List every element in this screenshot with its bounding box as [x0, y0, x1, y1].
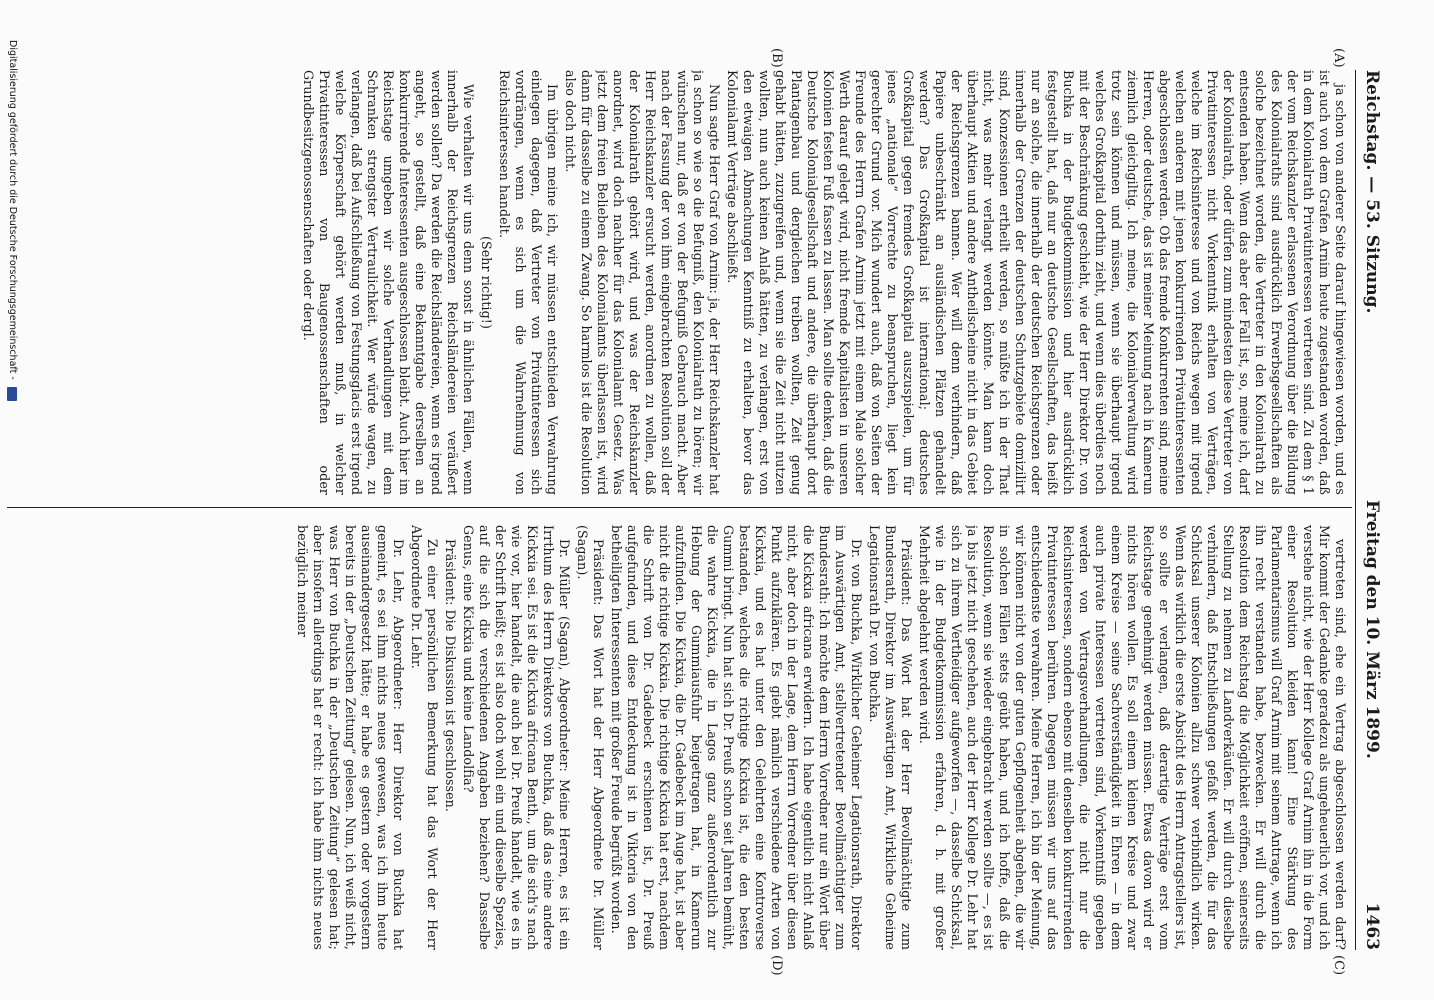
paragraph: Wie verhalten wir uns denn sonst in ähnlichen Fällen, wenn innerhalb der Reichsgrenzen Reichsländereien veräußert werden sollen? Da werden die Reichsländereien, wenn es irgend angeht, so gestellt, daß eine Bekanntgabe derselben an konkurrirende Interessenten ausgeschlossen bleibt. Auch hier im Reichstage umgeben wir solche Verhandlungen mit dem Schranken strengster Vertraulichkeit. Wer würde wagen, zu verlangen, daß bei Aufschließung von Festungsglacis erst irgend welche Körperschaft gehört werden muß, in welcher Privatinteressen von Baugenossenschaften oder Grundbesitzgenossenschaften oder dergl. — [301, 70, 476, 495]
paragraph: Nun sagte Herr Graf von Arnim: ja, der Herr Reichskanzler hat ja schon so wie so die Befugniß, den Kolonialrath zu hören; wir wünschen nur, daß er von der Befugniß Gebrauch macht. Aber nach der Fassung der von ihm eingebrachten Resolution soll der Herr Reichskanzler ersucht werden, anordnen zu wollen, daß der Kolonialrath gehört wird, und was der Reichskanzler anordnet, wird doch nachher für das Kolonialamt Gesetz. Was jetzt dem freien Belieben des Kolonialamts überlassen ist, wird dann für dasselbe zu einem Zwang. So harmlos ist die Resolution also doch nicht. — [563, 70, 722, 495]
header-session-title: Reichstag. — 53. Sitzung. — [1362, 70, 1382, 314]
right-text-column — [8, 525, 1348, 950]
margin-marker-b: (B) — [769, 48, 784, 68]
paragraph: Präsident: Das Wort hat der Herr Abgeordnete Dr. Müller (Sagan). — [575, 525, 606, 950]
left-text-column — [8, 70, 1348, 495]
margin-marker-d: (D) — [769, 955, 784, 976]
paragraph: vertreten sind, ehe ein Vertrag abgeschlossen werden darf? Mir kommt der Gedanke geradezu als ungeheuerlich vor, und ich verstehe nicht, wie der Herr Kollege Graf Arnim ihn in die Form einer Resolution kleiden kann! Eine Stärkung des Parlamentarismus will Graf Arnim mit seinem Antrage, wenn ich ihn recht verstanden habe, bezwecken. Er will durch die Resolution dem Reichstag die Möglichkeit eröffnen, seinerseits Stellung zu nehmen zu Landverkäufen. Er will durch dieselbe verhindern, daß Entschließungen gefaßt werden, die für das Schicksal unserer Kolonien allzu schwer verbindlich wirken. Wenn das wirklich die erste Absicht des Herrn Antragstellers ist, so sollte er verlangen, daß derartige Verträge erst vom Reichstage genehmigt werden müssen. Etwas davon wird er nichts hören wollen. Es soll einem kleinen Kreise und zwar einem Kreise — seine Sachverständigkeit in Ehren — in dem auch private Interessen vertreten sind, Vorkenntniß gegeben werden von Vertragsverhandlungen, die nicht nur die Reichsinteressen, sondern ebenso mit denselben konkurrirenden Privatinteressen berühren. Dagegen müssen wir uns auf das entschiedenste verwahren. Meine Herren, ich bin der Meinung, wir können nicht von der guten Gepflogenheit abgehen, die wir in solchen Fällen stets geübt haben, und ich hoffe, daß die Resolution, wenn sie wieder eingebracht werden sollte —, es ist ja bis jetzt nicht geschehen, auch der Herr Kollege Dr. Lehr hat sich zu ihrem Vertheidiger aufgeworfen —, dasselbe Schicksal, wie in der Budgetkommission erfahren, d. h. mit großer Mehrheit abgelehnt werden wird. — [917, 525, 1348, 950]
header-date: Freitag den 10. März 1899. — [1362, 500, 1382, 759]
paragraph: Im übrigen meine ich, wir müssen entschieden Verwahrung einlegen dagegen, daß Vertreter von Privatinteressen sich vordrängen, wenn es sich um die Wahrnehmung von Reichsinteressen handelt. — [497, 70, 560, 495]
paragraph: Dr. Lehr, Abgeordneter: Herr Direktor von Buchka hat gemeint, es sei ihm nichts neues gewesen, was ich ihm heute auseinandergesetzt hätte; er habe es gestern oder vorgestern bereits in der „Deutschen Zeitung“ gelesen. Nun, ich weiß nicht, was Herr von Buchka in der „Deutschen Zeitung“ gelesen hat; aber insofern allerdings hat er recht: ich habe ihm nichts neues bezüglich meiner — [295, 525, 406, 950]
paragraph: Zu einer persönlichen Bemerkung hat das Wort der Herr Abgeordnete Dr. Lehr. — [409, 525, 440, 950]
paragraph: Präsident: Die Diskussion ist geschlossen. — [443, 539, 458, 812]
margin-marker-a: (A) — [1331, 48, 1346, 68]
credit-text: Digitalisierung gefördert durch die Deutsche Forschungsgemeinschaft - — [7, 40, 18, 380]
dfg-logo-icon — [8, 387, 18, 401]
margin-marker-c: (C) — [1331, 955, 1346, 976]
paragraph: Dr. Müller (Sagan), Abgeordneter: Meine Herren, es ist ein Irrthum des Herrn Direktors von Buchka, daß das eine andere Kickxia sei. Es ist die Kickxia africana Benth., um die sich's nach wie vor, hier handelt, die auch bei Dr. Preuß handelt, wie es in der Schrift heißt; es ist also doch wohl ein und dieselbe Spezies, auf die sich die verschiedenen Angaben beziehen? Dasselbe Genus, eine Kickxia und keine Landolfia? — [461, 525, 572, 950]
paragraph: Dr. von Buchka, Wirklicher Geheimer Legationsrath, Direktor im Auswärtigen Amt, stellvertretender Bevollmächtigter zum Bundesrath: Ich möchte dem Herrn Vorredner nur ein Wort über die Kickxia africana erwidern. Ich habe eigentlich nicht Anlaß nicht, aber doch in der Lage, dem Herrn Vorredner über diesen Punkt aufzuklären. Es giebt nämlich verschiedene Arten von Kickxia, und es hat unter den Gelehrten eine Kontroverse bestanden, welches die richtige Kickxia ist, die den besten Gummi bringt. Nun hat sich Dr. Preuß schon seit Jahren bemüht, die wahre Kickxia, die in Lagos ganz außerordentlich zur Hebung der Gummiausfuhr beigetragen hat, in Kamerun aufzufinden. Die Kickxia, die Dr. Gadebeck im Auge hat, ist aber nicht die richtige Kickxia. Die richtige Kickxia hat erst, nachdem die Schrift von Dr. Gadebeck erschienen ist, Dr. Preuß aufgefunden, und diese Entdeckung ist in Viktoria von den betheiligten Interessenten mit großer Freude begrüßt worden. — [609, 525, 864, 950]
page-number: 1463 — [1362, 902, 1382, 950]
digitization-credit — [4, 40, 18, 970]
interjection: (Sehr richtig!) — [479, 236, 494, 329]
paragraph: Präsident: Das Wort hat der Herr Bevollmächtigte zum Bundesrath, Direktor im Auswärtigen Amt, Wirkliche Geheime Legationsrath Dr. von Buchka. — [867, 525, 914, 950]
page-header — [1355, 70, 1386, 950]
column-divider — [7, 507, 1352, 508]
paragraph: ja schon von anderer Seite darauf hingewiesen worden, und es ist auch von dem Grafen Arnim heute zugestanden worden, daß in dem Kolonialrath Privatinteressen vertreten sind. Zu dem § 1 der vom Reichskanzler erlassenen Verordnung über die Bildung des Kolonialraths sind ausdrücklich Erwerbsgesellschaften als solche bezeichnet worden, die Vertreter in den Kolonialrath zu entsenden haben. Wenn das aber der Fall ist, so, meine ich, darf der Kolonialrath, oder dürfen zum mindesten diese Vertreter von Privatinteressen nicht Vorkenntnik erhalten von Verträgen, welche im Reichsinteresse und von Reichs wegen mit irgend welchen anderen mit jenen konkurrirenden Privatinteressenten abgeschlossen werden. Ob das fremde Konkurrenten sind, meine Herren, oder deutsche, das ist meiner Meinung nach in Kamerun ziemlich gleichgiltig. Ich meine, die Kolonialverwaltung wird trotz sein können und müssen, wenn sie überhaupt irgend welches Großkapital dorthin zieht, und wenn dies überdies noch mit der Beschränkung geschieht, wie der Herr Direktor Dr. von Buchka in der Budgetkommission und hier ausdrücklich festgestellt hat, daß nur an deutsche Gesellschaften, das heißt nur an solche, die innerhalb der deutschen Reichsgrenzen oder innerhalb der Grenzen der deutschen Schutzgebiete domizilirt sind, Konzessionen ertheilt werden, so müßte ich in der That nicht, was mehr verlangt werden könnte. Man kann doch überhaupt Aktien und andere Antheilscheine nicht in das Gebiet der Reichsgrenzen bannen. Wer will denn verhindern, daß Papiere unbeschränkt an ausländischen Plätzen gehandelt werden? Das Großkapital ist international; deutsches Großkapital gegen fremdes Großkapital auszuspielen, um für jenes „nationale“ Vorrechte zu beanspruchen, liegt kein gerechter Grund vor. Mich wundert auch, daß von Seiten der Freunde des Herrn Grafen Arnim jetzt mit einem Male solcher Werth darauf gelegt wird, nicht fremde Kapitalisten in unseren Kolonien festen Fuß fassen zu lassen. Man sollte denken, daß die Deutsche Kolonialgesellschaft und andere, die überhaupt dort Plantagenbau und dergleichen treiben wollten, Zeit genug gehabt hätten, zuzugreifen und, wenn sie die Zeit nicht nutzen wollten, nun auch keinen Anlaß hätten, zu verlangen, erst von den etwaigen Abmachungen Kenntniß zu erhalten, bevor das Kolonialamt Verträge abschließt. — [725, 70, 1348, 495]
